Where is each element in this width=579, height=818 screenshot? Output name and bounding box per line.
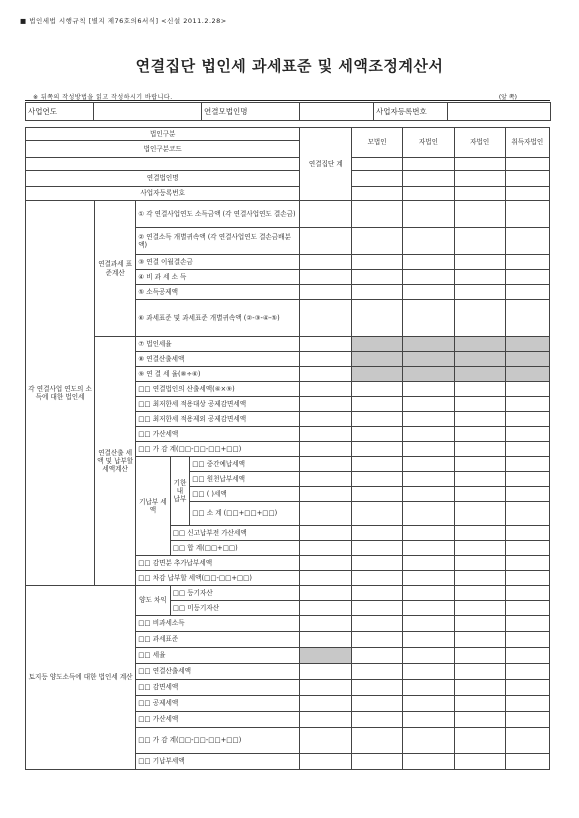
input-cell[interactable]	[505, 201, 549, 228]
col-sub2-header: 자법인	[454, 128, 505, 158]
main-calc-table	[25, 127, 550, 770]
input-cell[interactable]	[403, 696, 455, 712]
input-cell[interactable]	[505, 442, 549, 457]
input-cell[interactable]	[505, 541, 549, 556]
input-cell[interactable]	[403, 648, 455, 664]
prepaid-label: 기납부 세액	[136, 457, 171, 556]
input-cell[interactable]	[300, 337, 352, 352]
row-22-label: □□ 차감 납부할 세액(□□-□□+□□)	[136, 571, 300, 586]
input-cell[interactable]	[454, 648, 505, 664]
input-cell[interactable]	[505, 712, 549, 728]
input-cell[interactable]	[352, 586, 403, 601]
input-cell[interactable]	[505, 270, 549, 285]
input-cell[interactable]	[505, 228, 549, 255]
input-cell[interactable]	[300, 228, 352, 255]
input-cell[interactable]	[300, 556, 352, 571]
input-cell[interactable]	[300, 502, 352, 526]
input-cell[interactable]	[300, 696, 352, 712]
input-cell[interactable]	[300, 382, 352, 397]
input-cell[interactable]	[403, 728, 455, 754]
input-cell[interactable]	[403, 158, 455, 171]
input-cell[interactable]	[454, 412, 505, 427]
business-year-label: 사업연도	[26, 103, 94, 121]
input-cell[interactable]	[454, 158, 505, 171]
input-cell[interactable]	[300, 616, 352, 632]
corp-type-label: 법인구분	[26, 128, 300, 141]
input-cell[interactable]	[300, 601, 352, 616]
input-cell[interactable]	[352, 457, 403, 472]
input-cell[interactable]	[300, 632, 352, 648]
input-cell[interactable]	[352, 556, 403, 571]
input-cell[interactable]	[454, 526, 505, 541]
input-cell[interactable]	[403, 556, 455, 571]
shaded-cell	[454, 352, 505, 367]
land-row-3-label: □□ 비과세소득	[136, 616, 300, 632]
input-cell[interactable]	[352, 601, 403, 616]
input-cell[interactable]	[352, 571, 403, 586]
instruction-note: ※ 뒤쪽의 작성방법을 읽고 작성하시기 바랍니다.	[33, 94, 173, 101]
input-cell[interactable]	[454, 680, 505, 696]
input-cell[interactable]	[403, 255, 455, 270]
tax-calc-label: 연결산출 세액 및 납부할 세액계산	[95, 337, 136, 586]
input-cell[interactable]	[505, 300, 549, 337]
input-cell[interactable]	[300, 442, 352, 457]
input-cell[interactable]	[505, 586, 549, 601]
input-cell[interactable]	[454, 201, 505, 228]
land-row-10-label: □□ 가 감 계(□□-□□-□□+□□)	[136, 728, 300, 754]
business-year-field[interactable]	[94, 103, 202, 121]
input-cell[interactable]	[403, 270, 455, 285]
section-land-label: 토지등 양도소득에 대한 법인세 계산	[26, 586, 136, 770]
input-cell[interactable]	[454, 541, 505, 556]
input-cell[interactable]	[505, 571, 549, 586]
input-cell[interactable]	[352, 270, 403, 285]
input-cell[interactable]	[454, 300, 505, 337]
input-cell[interactable]	[454, 472, 505, 487]
row-9-label: ⑨ 연 결 세 율(⑧÷⑥)	[136, 367, 300, 382]
input-cell[interactable]	[505, 158, 549, 171]
input-cell[interactable]	[403, 502, 455, 526]
input-cell[interactable]	[300, 728, 352, 754]
input-cell[interactable]	[505, 285, 549, 300]
land-row-5-label: □□ 세율	[136, 648, 300, 664]
input-cell[interactable]	[300, 754, 352, 770]
input-cell[interactable]	[403, 382, 455, 397]
input-cell[interactable]	[403, 427, 455, 442]
input-cell[interactable]	[300, 201, 352, 228]
input-cell[interactable]	[505, 187, 549, 201]
col-sub1-header: 자법인	[403, 128, 455, 158]
input-cell[interactable]	[505, 397, 549, 412]
input-cell[interactable]	[300, 712, 352, 728]
col-acquired-header: 취득자법인	[505, 128, 549, 158]
group-total-header: 연결집단 계	[300, 128, 352, 201]
input-cell[interactable]	[403, 586, 455, 601]
input-cell[interactable]	[454, 382, 505, 397]
parent-corp-name-label: 연결모법인명	[202, 103, 300, 121]
input-cell[interactable]	[352, 285, 403, 300]
input-cell[interactable]	[403, 300, 455, 337]
input-cell[interactable]	[454, 664, 505, 680]
input-cell[interactable]	[403, 487, 455, 502]
input-cell[interactable]	[454, 442, 505, 457]
input-cell[interactable]	[352, 754, 403, 770]
input-cell[interactable]	[403, 680, 455, 696]
input-cell[interactable]	[505, 601, 549, 616]
input-cell[interactable]	[352, 412, 403, 427]
input-cell[interactable]	[300, 270, 352, 285]
input-cell[interactable]	[300, 255, 352, 270]
input-cell[interactable]	[403, 412, 455, 427]
page-side-label: (앞 쪽)	[498, 94, 517, 101]
row-5-label: ⑤ 소득공제액	[136, 285, 300, 300]
input-cell[interactable]	[352, 397, 403, 412]
input-cell[interactable]	[454, 754, 505, 770]
input-cell[interactable]	[352, 648, 403, 664]
input-cell[interactable]	[300, 664, 352, 680]
input-cell[interactable]	[505, 412, 549, 427]
shaded-cell	[352, 352, 403, 367]
land-row-4-label: □□ 과세표준	[136, 632, 300, 648]
input-cell[interactable]	[403, 228, 455, 255]
shaded-cell	[454, 367, 505, 382]
input-cell[interactable]	[454, 502, 505, 526]
input-cell[interactable]	[352, 728, 403, 754]
input-cell[interactable]	[454, 228, 505, 255]
input-cell[interactable]	[454, 255, 505, 270]
input-cell[interactable]	[352, 300, 403, 337]
input-cell[interactable]	[403, 457, 455, 472]
input-cell[interactable]	[352, 696, 403, 712]
input-cell[interactable]	[352, 664, 403, 680]
input-cell[interactable]	[454, 556, 505, 571]
input-cell[interactable]	[454, 487, 505, 502]
shaded-cell	[454, 337, 505, 352]
row-1-label: ① 각 연결사업연도 소득금액 (각 연결사업연도 결손금)	[136, 201, 300, 228]
input-cell[interactable]	[505, 502, 549, 526]
input-cell[interactable]	[505, 487, 549, 502]
input-cell[interactable]	[505, 696, 549, 712]
input-cell[interactable]	[454, 397, 505, 412]
input-cell[interactable]	[352, 526, 403, 541]
input-cell[interactable]	[352, 487, 403, 502]
input-cell[interactable]	[352, 158, 403, 171]
top-info-table	[25, 102, 551, 121]
biz-reg-no-label: 사업자등록번호	[374, 103, 448, 121]
input-cell[interactable]	[300, 457, 352, 472]
input-cell[interactable]	[505, 664, 549, 680]
input-cell[interactable]	[505, 427, 549, 442]
input-cell[interactable]	[454, 712, 505, 728]
input-cell[interactable]	[352, 616, 403, 632]
input-cell[interactable]	[505, 556, 549, 571]
land-row-2-label: □□ 미등기자산	[170, 601, 300, 616]
land-row-7-label: □□ 감면세액	[136, 680, 300, 696]
input-cell[interactable]	[403, 171, 455, 187]
land-row-6-label: □□ 연결산출세액	[136, 664, 300, 680]
row-10-label: □□ 연결법인의 산출세액(⑥×⑨)	[136, 382, 300, 397]
input-cell[interactable]	[454, 728, 505, 754]
input-cell[interactable]	[505, 255, 549, 270]
input-cell[interactable]	[300, 680, 352, 696]
input-cell[interactable]	[505, 472, 549, 487]
input-cell[interactable]	[403, 526, 455, 541]
input-cell[interactable]	[352, 382, 403, 397]
input-cell[interactable]	[352, 427, 403, 442]
input-cell[interactable]	[352, 187, 403, 201]
input-cell[interactable]	[352, 541, 403, 556]
row-18-label: □□ 소 계 (□□+□□+□□)	[190, 502, 300, 526]
input-cell[interactable]	[300, 571, 352, 586]
corp-type-code-label: 법인구분코드	[26, 141, 300, 158]
input-cell[interactable]	[454, 427, 505, 442]
input-cell[interactable]	[505, 680, 549, 696]
row-17-label: □□ ( )세액	[190, 487, 300, 502]
input-cell[interactable]	[505, 754, 549, 770]
law-reference: ■ 법인세법 시행규칙 [별지 제76호의6서식] <신설 2011.2.28>	[20, 17, 227, 25]
blank-cell	[26, 158, 300, 171]
input-cell[interactable]	[505, 457, 549, 472]
biz-reg-no-field[interactable]	[448, 103, 551, 121]
input-cell[interactable]	[403, 541, 455, 556]
input-cell[interactable]	[300, 541, 352, 556]
input-cell[interactable]	[454, 601, 505, 616]
land-row-8-label: □□ 공제세액	[136, 696, 300, 712]
input-cell[interactable]	[403, 601, 455, 616]
col-parent-header: 모법인	[352, 128, 403, 158]
input-cell[interactable]	[352, 680, 403, 696]
row-2-label: ② 연결소득 개별귀속액 (각 연결사업연도 결손금배분액)	[136, 228, 300, 255]
row-14-label: □□ 가 감 계(□□-□□-□□+□□)	[136, 442, 300, 457]
land-row-9-label: □□ 가산세액	[136, 712, 300, 728]
form-title: 연결집단 법인세 과세표준 및 세액조정계산서	[135, 57, 444, 75]
input-cell[interactable]	[352, 632, 403, 648]
tax-base-label: 연결과세 표준계산	[95, 201, 136, 337]
shaded-cell	[300, 648, 352, 664]
input-cell[interactable]	[403, 664, 455, 680]
input-cell[interactable]	[454, 616, 505, 632]
shaded-cell	[403, 352, 455, 367]
input-cell[interactable]	[352, 442, 403, 457]
row-6-label: ⑥ 과세표준 및 과세표준 개별귀속액 (②-③-④-⑤)	[136, 300, 300, 337]
row-16-label: □□ 원천납부세액	[190, 472, 300, 487]
row-8-label: ⑧ 연결산출세액	[136, 352, 300, 367]
shaded-cell	[505, 367, 549, 382]
parent-corp-name-field[interactable]	[300, 103, 374, 121]
input-cell[interactable]	[505, 632, 549, 648]
land-row-1-label: □□ 등기자산	[170, 586, 300, 601]
input-cell[interactable]	[352, 171, 403, 187]
input-cell[interactable]	[403, 571, 455, 586]
input-cell[interactable]	[300, 586, 352, 601]
input-cell[interactable]	[352, 502, 403, 526]
input-cell[interactable]	[300, 397, 352, 412]
input-cell[interactable]	[300, 526, 352, 541]
input-cell[interactable]	[454, 586, 505, 601]
input-cell[interactable]	[352, 201, 403, 228]
input-cell[interactable]	[300, 487, 352, 502]
input-cell[interactable]	[403, 472, 455, 487]
input-cell[interactable]	[505, 728, 549, 754]
input-cell[interactable]	[454, 696, 505, 712]
input-cell[interactable]	[300, 285, 352, 300]
input-cell[interactable]	[300, 367, 352, 382]
input-cell[interactable]	[403, 712, 455, 728]
input-cell[interactable]	[505, 616, 549, 632]
row-12-label: □□ 최저한세 적용제외 공제감면세액	[136, 412, 300, 427]
shaded-cell	[403, 367, 455, 382]
shaded-cell	[352, 367, 403, 382]
input-cell[interactable]	[403, 201, 455, 228]
input-cell[interactable]	[454, 571, 505, 586]
row-13-label: □□ 가산세액	[136, 427, 300, 442]
input-cell[interactable]	[454, 457, 505, 472]
input-cell[interactable]	[352, 228, 403, 255]
input-cell[interactable]	[352, 255, 403, 270]
row-7-label: ⑦ 법인세율	[136, 337, 300, 352]
row-4-label: ④ 비 과 세 소 득	[136, 270, 300, 285]
input-cell[interactable]	[352, 472, 403, 487]
input-cell[interactable]	[454, 632, 505, 648]
input-cell[interactable]	[300, 300, 352, 337]
input-cell[interactable]	[403, 632, 455, 648]
input-cell[interactable]	[403, 442, 455, 457]
input-cell[interactable]	[300, 412, 352, 427]
input-cell[interactable]	[403, 187, 455, 201]
input-cell[interactable]	[454, 171, 505, 187]
input-cell[interactable]	[505, 648, 549, 664]
input-cell[interactable]	[505, 171, 549, 187]
row-20-label: □□ 합 계(□□+□□)	[170, 541, 300, 556]
row-19-label: □□ 신고납부전 가산세액	[170, 526, 300, 541]
input-cell[interactable]	[300, 352, 352, 367]
input-cell[interactable]	[454, 285, 505, 300]
shaded-cell	[352, 337, 403, 352]
corp-name-label: 연결법인명	[26, 171, 300, 187]
input-cell[interactable]	[300, 427, 352, 442]
reg-no-label: 사업자등록번호	[26, 187, 300, 201]
input-cell[interactable]	[454, 187, 505, 201]
shaded-cell	[505, 337, 549, 352]
input-cell[interactable]	[505, 382, 549, 397]
input-cell[interactable]	[505, 526, 549, 541]
shaded-cell	[403, 337, 455, 352]
section-each-label: 각 연결사업 연도의 소득에 대한 법인세	[26, 201, 95, 586]
input-cell[interactable]	[352, 712, 403, 728]
row-15-label: □□ 중간예납세액	[190, 457, 300, 472]
row-11-label: □□ 최저한세 적용대상 공제감면세액	[136, 397, 300, 412]
input-cell[interactable]	[403, 397, 455, 412]
row-3-label: ③ 연결 이월결손금	[136, 255, 300, 270]
input-cell[interactable]	[300, 472, 352, 487]
input-cell[interactable]	[403, 754, 455, 770]
land-row-11-label: □□ 기납부세액	[136, 754, 300, 770]
interim-label: 기한내 납부	[170, 457, 189, 526]
row-21-label: □□ 감면분 추가납부세액	[136, 556, 300, 571]
title-divider	[25, 100, 550, 101]
input-cell[interactable]	[454, 270, 505, 285]
input-cell[interactable]	[403, 616, 455, 632]
shaded-cell	[505, 352, 549, 367]
transfer-gain-label: 양도 차익	[136, 586, 171, 616]
input-cell[interactable]	[403, 285, 455, 300]
